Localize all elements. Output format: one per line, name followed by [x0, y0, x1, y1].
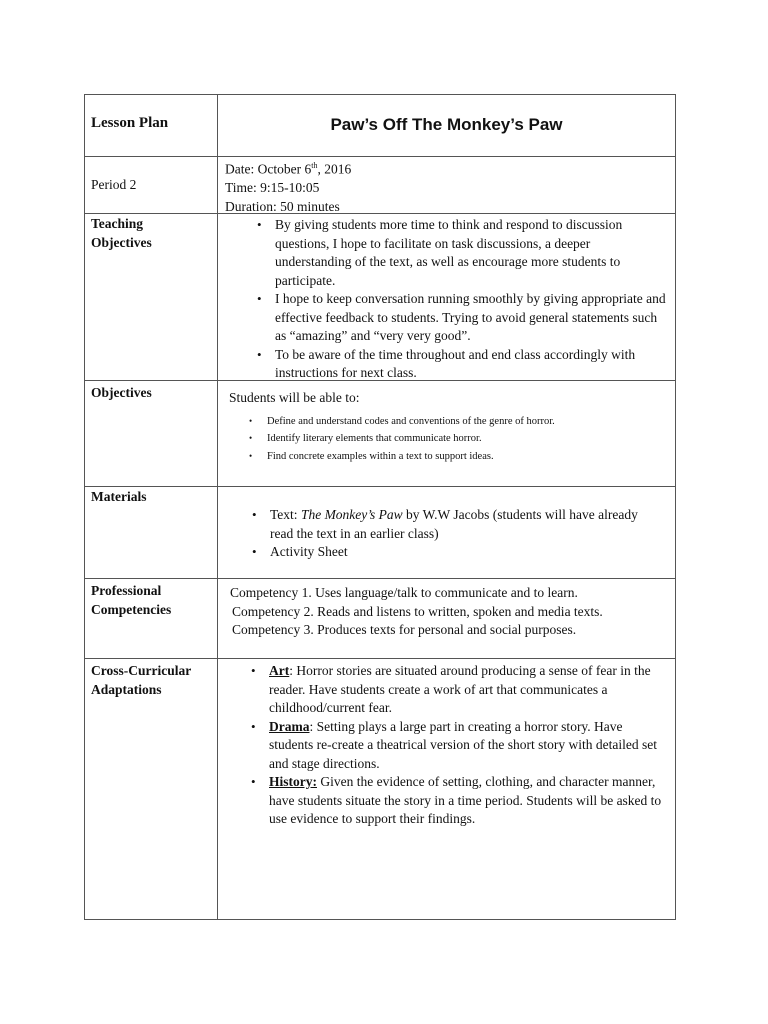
- lesson-plan-label: Lesson Plan: [91, 115, 169, 131]
- list-item: • By giving students more time to think and respond to discussion questions, I hope to facilitate on task discussions, a deeper understanding of the text, as well as encourage more students to participate.: [251, 216, 667, 290]
- list-item: • I hope to keep conversation running smoothly by giving appropriate and effective feedback to students. Trying to avoid general statements such as “amazing” and “very very good”.: [251, 290, 667, 346]
- competencies-content: [230, 584, 667, 640]
- separator: :: [289, 663, 297, 678]
- period-details: [225, 157, 667, 216]
- list-item: [245, 662, 663, 718]
- list-item: [245, 718, 663, 774]
- list-item: • Identify literary elements that communicate horror.: [243, 430, 667, 448]
- date-superscript: th: [311, 161, 318, 170]
- list-item: • Define and understand codes and conventions of the genre of horror.: [243, 413, 667, 431]
- book-title: The Monkey’s Paw: [300, 507, 403, 522]
- label-line: Cross-Curricular: [91, 663, 192, 678]
- competency-line: Competency 2. Reads and listens to written, spoken and media texts.: [232, 603, 603, 619]
- list-item: • Find concrete examples within a text to support ideas.: [243, 448, 667, 466]
- teaching-objectives-label: [91, 214, 152, 252]
- subject-title: History:: [269, 774, 317, 789]
- subject-title: Drama: [269, 718, 310, 734]
- list-item: • To be aware of the time throughout and end class accordingly with instructions for next class.: [251, 346, 667, 383]
- subject-text: Setting plays a large part in creating a horror story. Have students re-create a theatrical version of the short story with detailed set and stage directions.: [269, 718, 657, 771]
- label-line: Adaptations: [91, 682, 162, 697]
- materials-row: [85, 487, 675, 579]
- period-row: [85, 157, 675, 214]
- list-item: [245, 773, 663, 829]
- text-suffix: by W.W Jacobs (students will have already read the text in an earlier class): [270, 507, 638, 541]
- materials-label: Materials: [91, 489, 147, 504]
- objectives-list: [243, 413, 667, 466]
- separator: :: [309, 718, 317, 734]
- duration-line: Duration: 50 minutes: [225, 198, 340, 214]
- competency-line: Competency 1. Uses language/talk to communicate and to learn.: [230, 585, 578, 600]
- text-prefix: Text:: [270, 507, 301, 522]
- label-line: Objectives: [91, 235, 152, 250]
- list-item: [246, 506, 645, 543]
- period-label: Period 2: [91, 177, 137, 192]
- materials-list: [246, 506, 645, 562]
- competencies-row: [85, 579, 675, 659]
- objectives-row: [85, 381, 675, 487]
- page-title: Paw’s Off The Monkey’s Paw: [330, 115, 563, 134]
- subject-title: Art: [269, 663, 290, 678]
- cross-curricular-label: [91, 661, 191, 699]
- competencies-label: [91, 581, 171, 619]
- label-line: Professional: [91, 583, 162, 598]
- competency-line: Competency 3. Produces texts for personal and social purposes.: [232, 622, 577, 637]
- cross-curricular-list: [245, 662, 663, 829]
- teaching-objectives-list: [251, 216, 667, 383]
- time-line: Time: 9:15-10:05: [225, 180, 320, 195]
- list-item: • Activity Sheet: [246, 543, 645, 562]
- objectives-label: Objectives: [91, 385, 152, 400]
- subject-text: Given the evidence of setting, clothing, and character manner, have students situate the story in a time period. Students will be asked to use evidence to support their findings.: [269, 774, 662, 826]
- teaching-objectives-row: [85, 214, 675, 381]
- date-text: Date: October 6: [225, 161, 312, 177]
- objectives-content: [229, 389, 667, 465]
- objectives-intro: Students will be able to:: [229, 390, 360, 405]
- lesson-plan-table: [84, 94, 676, 920]
- subject-text: Horror stories are situated around producing a sense of fear in the reader. Have students create a work of art that communicates a childhood/current fear.: [269, 663, 651, 715]
- cross-curricular-row: [85, 659, 675, 921]
- date-line: [225, 157, 667, 179]
- header-row: [85, 95, 675, 157]
- label-line: Teaching: [91, 216, 144, 231]
- label-line: Competencies: [91, 602, 172, 617]
- date-year: , 2016: [317, 161, 352, 177]
